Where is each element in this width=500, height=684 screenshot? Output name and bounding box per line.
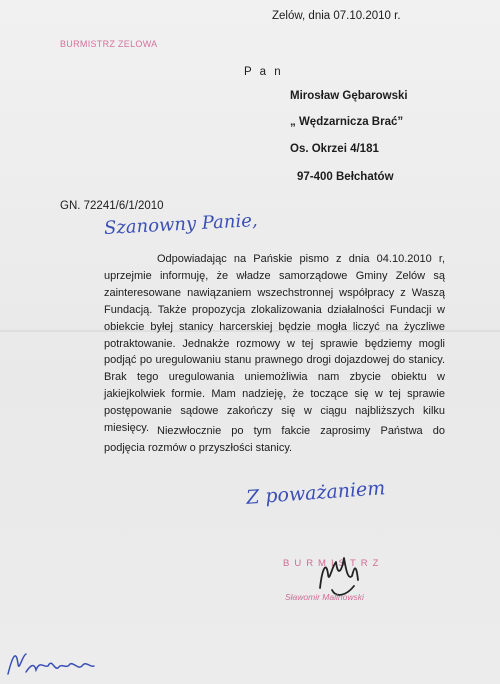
office-stamp: BURMISTRZ ZELOWA xyxy=(60,39,158,49)
body-paragraph-2: Niezwłocznie po tym fakcie zaprosimy Państwa do podjęcia rozmów o przyszłości stanicy. xyxy=(104,425,445,454)
place-date: Zelów, dnia 07.10.2010 r. xyxy=(272,10,401,22)
handwritten-greeting: Szanowny Panie, xyxy=(103,209,259,240)
handwritten-initials-icon xyxy=(0,644,110,680)
handwritten-closing: Z poważaniem xyxy=(245,477,386,509)
recipient-organization: „ Wędzarnicza Brać” xyxy=(290,116,404,128)
recipient-city: 97-400 Bełchatów xyxy=(297,171,394,183)
mayor-stamp-title: BURMISTRZ xyxy=(283,558,384,569)
mayor-stamp-name: Sławomir Malinowski xyxy=(285,592,364,602)
reference-number: GN. 72241/6/1/2010 xyxy=(60,200,164,212)
body-paragraph-1: Odpowiadając na Pańskie pismo z dnia 04.10.2010 r, uprzejmie informuję, że władze samorządowe Gminy Zelów są zainteresowane nawiązaniem wszechstronnej współpracy z Waszą Fundacją. Także propozycja zlokalizowania działalności Fundacji w obiekcie byłej stanicy harcerskiej będzie mogła liczyć na życzliwe potraktowanie. Jednakże rozmowy w tej sprawie będziemy mogli podjąć po uregulowaniu stanu prawnego drogi dojazdowej do stanicy. Brak tego uregulowania uniemożliwia nam zbycie obiektu w jakiejkolwiek formie. Mam nadzieję, że toczące się w tej sprawie postępowanie sądowe zakończy się w ciągu najbliższych kilku miesięcy. xyxy=(104,253,445,435)
recipient-street: Os. Okrzei 4/181 xyxy=(290,143,379,155)
recipient-name: Mirosław Gębarowski xyxy=(290,90,408,102)
recipient-salutation: P a n xyxy=(244,66,284,78)
